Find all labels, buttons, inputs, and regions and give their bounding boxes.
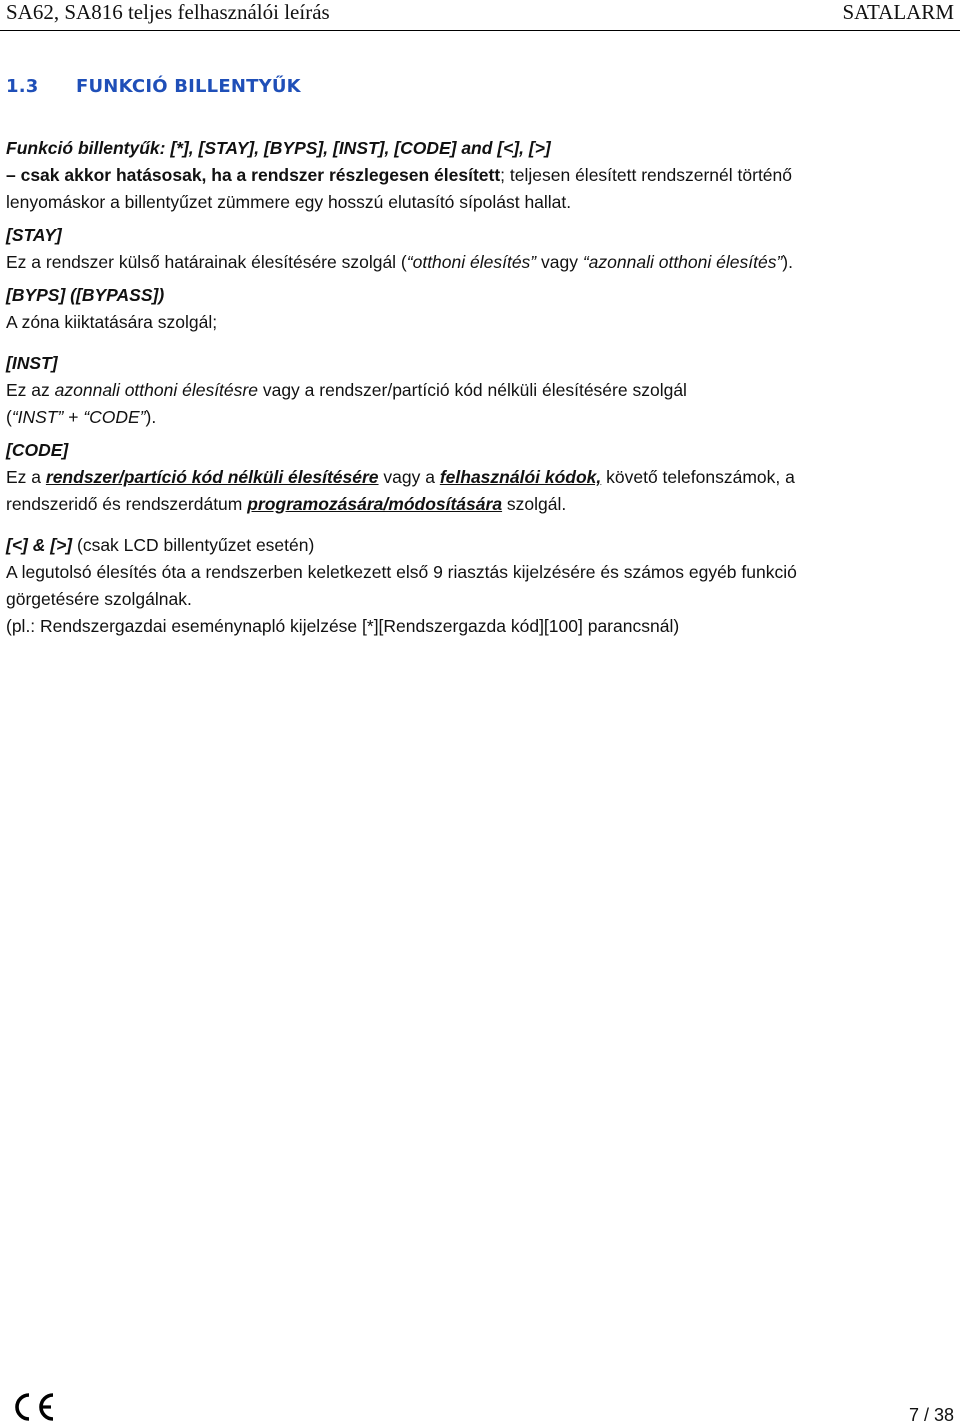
code-description: Ez a rendszer/partíció kód nélküli élesítésére vagy a felhasználói kódok, követő telefonszámok, a xyxy=(6,467,795,487)
stay-key: [STAY] xyxy=(6,225,62,245)
section-number: 1.3 xyxy=(6,76,39,97)
intro-line-3: lenyomáskor a billentyűzet zümmere egy hosszú elutasító sípolást hallat. xyxy=(6,192,572,212)
document-title: SA62, SA816 teljes felhasználói leírás xyxy=(6,0,330,24)
intro-line-1 xyxy=(6,135,956,162)
code-key: [CODE] xyxy=(6,440,69,460)
ce-mark-icon xyxy=(10,1392,58,1422)
page-number: 7 / 38 xyxy=(908,1405,954,1425)
section-title: FUNKCIÓ BILLENTYŰK xyxy=(76,76,301,97)
arrows-description: A legutolsó élesítés óta a rendszerben keletkezett első 9 riasztás kijelzésére és számos egyéb funkció xyxy=(6,562,797,582)
inst-description-2: (“INST” + “CODE”). xyxy=(6,407,157,427)
document-body xyxy=(6,135,956,640)
section-heading xyxy=(6,76,301,97)
inst-key: [INST] xyxy=(6,353,58,373)
inst-description: Ez az azonnali otthoni élesítésre vagy a rendszer/partíció kód nélküli élesítésére szolgál xyxy=(6,380,687,400)
stay-description: Ez a rendszer külső határainak élesítésére szolgál (“otthoni élesítés” vagy “azonnali otthoni élesítés”). xyxy=(6,252,793,272)
byps-label xyxy=(6,282,956,309)
arrows-description-2: görgetésére szolgálnak. xyxy=(6,589,192,609)
intro-bold-text: – csak akkor hatásosak, ha a rendszer részlegesen élesített xyxy=(6,165,501,185)
page-header xyxy=(0,0,960,30)
byps-key: [BYPS] ([BYPASS]) xyxy=(6,285,165,305)
company-name: SATALARM xyxy=(842,0,954,24)
intro-heading: Funkció billentyűk: [*], [STAY], [BYPS], [INST], [CODE] and [<], [>] xyxy=(6,138,551,158)
intro-text: ; teljesen élesített rendszernél történő xyxy=(500,165,793,185)
inst-label xyxy=(6,350,956,377)
arrows-label: [<] & [>] (csak LCD billentyűzet esetén) xyxy=(6,535,315,555)
code-label xyxy=(6,437,956,464)
code-description-2: rendszeridő és rendszerdátum programozására/módosítására szolgál. xyxy=(6,494,567,514)
header-divider xyxy=(0,30,960,31)
byps-description: A zóna kiiktatására szolgál; xyxy=(6,312,218,332)
stay-label xyxy=(6,222,956,249)
arrows-example: (pl.: Rendszergazdai eseménynapló kijelzése [*][Rendszergazda kód][100] parancsnál) xyxy=(6,616,680,636)
intro-line-2 xyxy=(6,162,956,189)
